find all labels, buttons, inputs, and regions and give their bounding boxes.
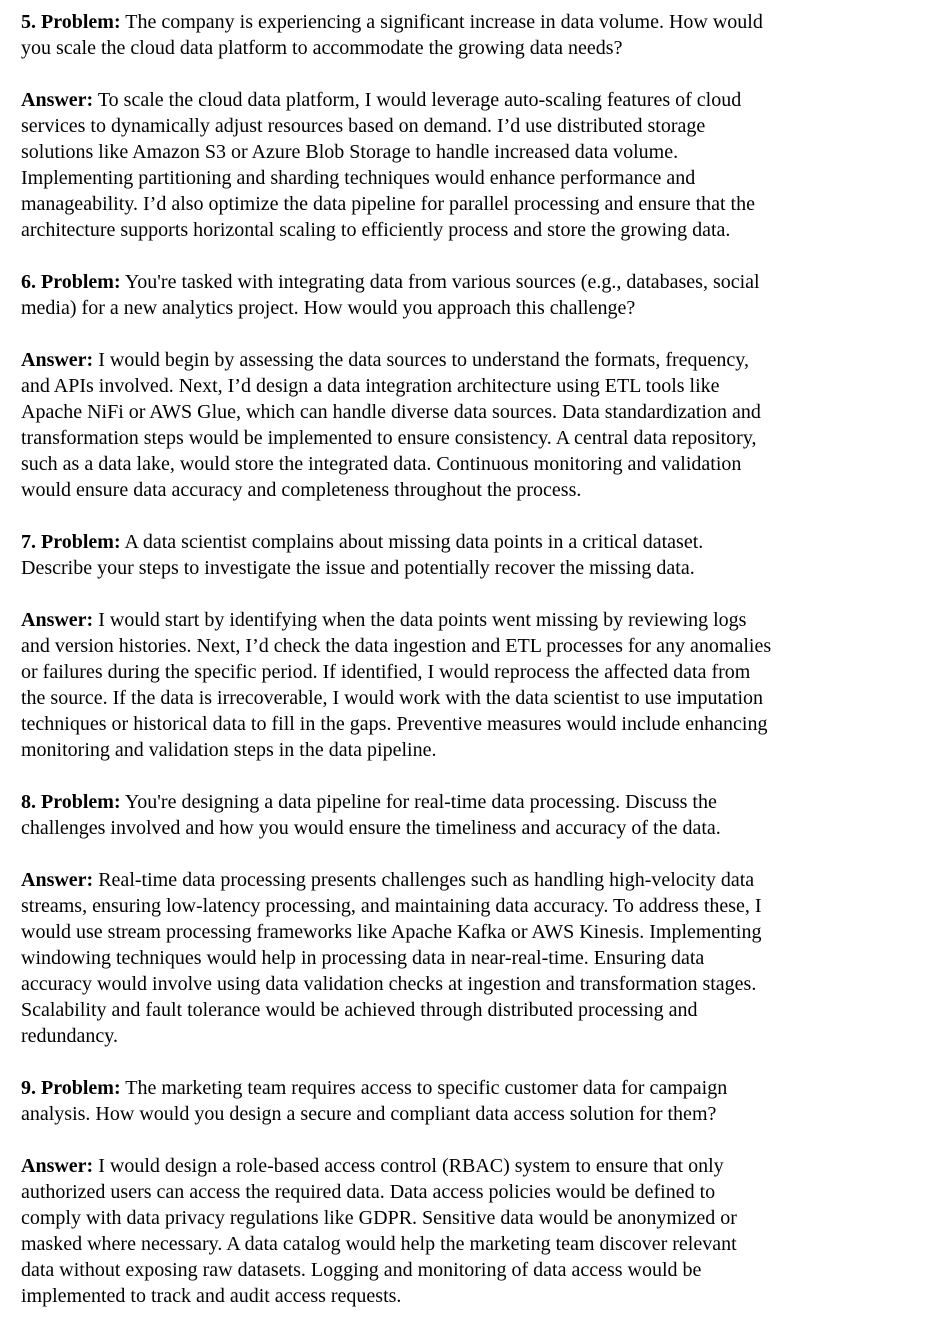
- problem-text: The company is experiencing a significant increase in data volume. How would you scale the cloud data platform to accommodate the growing data needs?: [21, 11, 763, 59]
- answer-5: [21, 87, 899, 243]
- problem-6: [21, 269, 899, 321]
- problem-text: The marketing team requires access to specific customer data for campaign analysis. How would you design a secure and compliant data access solution for them?: [21, 1077, 728, 1125]
- answer-label: Answer:: [21, 349, 94, 371]
- answer-text: Real-time data processing presents challenges such as handling high-velocity data streams, ensuring low-latency processing, and maintaining data accuracy. To address these, I would use stream processing frameworks like Apache Kafka or AWS Kinesis. Implementing windowing techniques would help in processing data in near-real-time. Ensuring data accuracy would involve using data validation checks at ingestion and transformation stages. Scalability and fault tolerance would be achieved through distributed processing and redundancy.: [21, 869, 762, 1047]
- answer-8: [21, 867, 899, 1049]
- problem-label: 5. Problem:: [21, 11, 121, 33]
- answer-label: Answer:: [21, 1155, 94, 1177]
- answer-label: Answer:: [21, 869, 94, 891]
- problem-8: [21, 789, 899, 841]
- problem-text: You're designing a data pipeline for real-time data processing. Discuss the challenges involved and how you would ensure the timeliness and accuracy of the data.: [21, 791, 721, 839]
- answer-9: [21, 1153, 899, 1309]
- problem-label: 8. Problem:: [21, 791, 121, 813]
- answer-6: [21, 347, 899, 503]
- problem-text: A data scientist complains about missing data points in a critical dataset. Describe your steps to investigate the issue and potentially recover the missing data.: [21, 531, 704, 579]
- answer-label: Answer:: [21, 609, 94, 631]
- answer-label: Answer:: [21, 89, 94, 111]
- problem-text: You're tasked with integrating data from various sources (e.g., databases, social media) for a new analytics project. How would you approach this challenge?: [21, 271, 760, 319]
- problem-label: 9. Problem:: [21, 1077, 121, 1099]
- problem-5: [21, 9, 899, 61]
- answer-text: To scale the cloud data platform, I would leverage auto-scaling features of cloud services to dynamically adjust resources based on demand. I’d use distributed storage solutions like Amazon S3 or Azure Blob Storage to handle increased data volume. Implementing partitioning and sharding techniques would enhance performance and manageability. I’d also optimize the data pipeline for parallel processing and ensure that the architecture supports horizontal scaling to efficiently process and store the growing data.: [21, 89, 755, 241]
- problem-label: 7. Problem:: [21, 531, 121, 553]
- problem-label: 6. Problem:: [21, 271, 121, 293]
- problem-7: [21, 529, 899, 581]
- answer-text: I would begin by assessing the data sources to understand the formats, frequency, and APIs involved. Next, I’d design a data integration architecture using ETL tools like Apache NiFi or AWS Glue, which can handle diverse data sources. Data standardization and transformation steps would be implemented to ensure consistency. A central data repository, such as a data lake, would store the integrated data. Continuous monitoring and validation would ensure data accuracy and completeness throughout the process.: [21, 349, 761, 501]
- answer-text: I would start by identifying when the data points went missing by reviewing logs and version histories. Next, I’d check the data ingestion and ETL processes for any anomalies or failures during the specific period. If identified, I would reprocess the affected data from the source. If the data is irrecoverable, I would work with the data scientist to use imputation techniques or historical data to fill in the gaps. Preventive measures would include enhancing monitoring and validation steps in the data pipeline.: [21, 609, 772, 761]
- answer-7: [21, 607, 899, 763]
- answer-text: I would design a role-based access control (RBAC) system to ensure that only authorized users can access the required data. Data access policies would be defined to comply with data privacy regulations like GDPR. Sensitive data would be anonymized or masked where necessary. A data catalog would help the marketing team discover relevant data without exposing raw datasets. Logging and monitoring of data access would be implemented to track and audit access requests.: [21, 1155, 737, 1307]
- problem-9: [21, 1075, 899, 1127]
